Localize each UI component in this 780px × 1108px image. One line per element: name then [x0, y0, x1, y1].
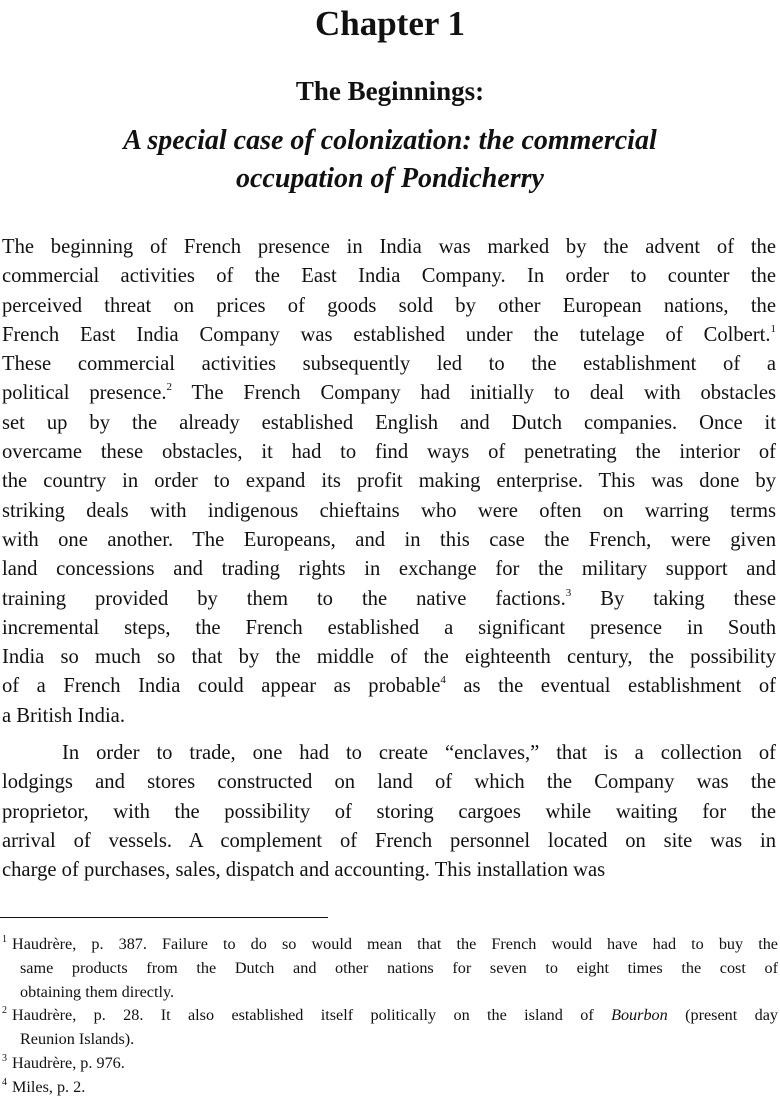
footnote-reference: 2	[166, 381, 173, 394]
footnote-number: 2	[2, 1005, 7, 1017]
footnote-line: same products from the Dutch and other nations for seven to eight times the cost of	[20, 958, 778, 977]
subtitle-line: A special case of colonization: the commercial	[123, 125, 657, 156]
footnote-reference: 3	[565, 586, 572, 599]
text-line: training provided by them to the native factions.$^3$ By taking these	[2, 586, 776, 610]
footnote-line: obtaining them directly.	[20, 982, 175, 1001]
chapter-subtitle	[0, 122, 780, 198]
italic-text: Bourbon	[611, 1006, 668, 1025]
text-line: of a French India could appear as probable$^4$ as the eventual establishment of	[2, 674, 776, 698]
text-line: The beginning of French presence in India was marked by the advent of the	[2, 236, 776, 258]
text-line: land concessions and trading rights in exchange for the military support and	[2, 558, 776, 581]
footnote-line: $^4$ Miles, p. 2.	[2, 1076, 86, 1096]
text-line: set up by the already established English and Dutch companies. Once it	[2, 411, 776, 434]
footnote-separator	[0, 917, 328, 918]
text-line: political presence.$^2$ The French Company had initially to deal with obstacles	[2, 381, 776, 405]
text-line: incremental steps, the French established a significant presence in South	[2, 616, 776, 639]
text-line: perceived threat on prices of goods sold by other European nations, the	[2, 294, 776, 317]
text-line: French East India Company was established under the tutelage of Colbert.$^1$	[2, 322, 776, 346]
footnote-number: 1	[2, 934, 7, 945]
text-line: with one another. The Europeans, and in this case the French, were given	[2, 528, 776, 551]
footnote-line: $^3$ Haudrère, p. 976.	[2, 1052, 125, 1072]
subtitle-line: occupation of Pondicherry	[236, 163, 544, 194]
footnote-reference: 4	[440, 674, 446, 687]
footnote-number: 4	[2, 1076, 7, 1088]
text-line: charge of purchases, sales, dispatch and accounting. This installation was	[2, 859, 606, 882]
text-line: arrival of vessels. A complement of French personnel located on site was in	[2, 829, 776, 852]
footnote-line: $^2$ Haudrère, p. 28. It also established itself politically on the island of Bourbon (present day	[2, 1005, 778, 1025]
text-line: overcame these obstacles, it had to find ways of penetrating the interior of	[2, 441, 776, 464]
chapter-title: Chapter 1	[314, 4, 466, 43]
body-paragraph	[2, 233, 776, 731]
footnotes	[2, 933, 778, 1100]
text-line: commercial activities of the East India Company. In order to counter the	[2, 265, 776, 288]
footnote-line: $^1$ Haudrère, p. 387. Failure to do so would mean that the French would have had to buy the	[2, 934, 778, 953]
text-line: the country in order to expand its profit making enterprise. This was done by	[2, 470, 776, 493]
text-line: lodgings and stores constructed on land of which the Company was the	[2, 771, 776, 794]
text-line: These commercial activities subsequently led to the establishment of a	[2, 353, 776, 376]
section-title: The Beginnings:	[295, 76, 485, 106]
footnote-reference: 1	[770, 322, 776, 335]
text-line: proprietor, with the possibility of storing cargoes while waiting for the	[2, 800, 776, 823]
text-line: In order to trade, one had to create “enclaves,” that is a collection of	[62, 742, 776, 764]
footnote-line: Reunion Islands).	[20, 1030, 135, 1049]
text-line: a British India.	[2, 704, 125, 727]
text-line: striking deals with indigenous chieftains who were often on warring terms	[2, 499, 776, 522]
body-paragraph	[2, 739, 776, 885]
text-line: India so much so that by the middle of the eighteenth century, the possibility	[2, 646, 776, 669]
footnote-number: 3	[2, 1052, 7, 1064]
